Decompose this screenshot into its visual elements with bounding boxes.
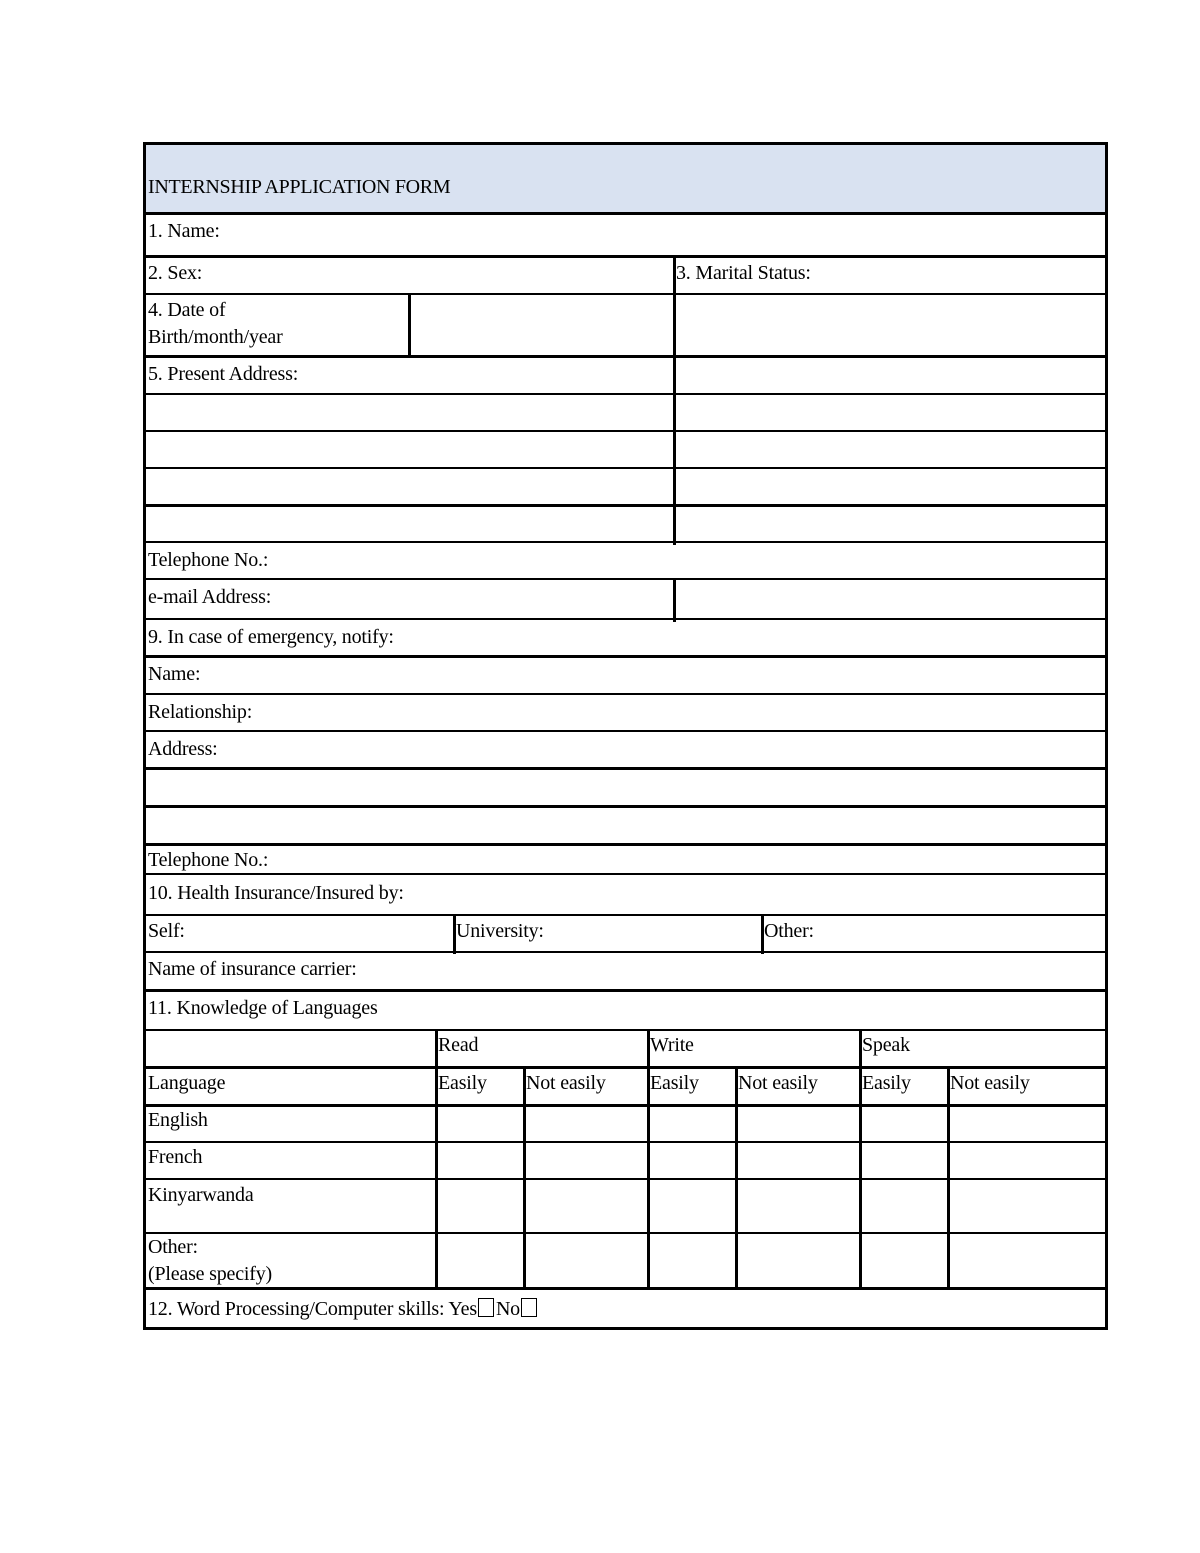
emergency-name-label: Name:	[148, 663, 201, 685]
write-easily-header: Easily	[650, 1072, 699, 1094]
other-label: Other:	[764, 920, 814, 942]
speak-easily-header: Easily	[862, 1072, 911, 1094]
language-column-header: Language	[148, 1072, 226, 1094]
emergency-telephone-label: Telephone No.:	[148, 849, 269, 871]
name-label: 1. Name:	[148, 220, 220, 242]
university-label: University:	[456, 920, 544, 942]
present-address-label: 5. Present Address:	[148, 363, 299, 385]
emergency-label: 9. In case of emergency, notify:	[148, 626, 394, 648]
computer-skills-label: 12. Word Processing/Computer skills: Yes	[148, 1298, 477, 1320]
insurance-label: 10. Health Insurance/Insured by:	[148, 882, 404, 904]
address-label: Address:	[148, 738, 218, 760]
email-label: e-mail Address:	[148, 586, 272, 608]
yes-checkbox[interactable]	[478, 1298, 494, 1317]
no-checkbox[interactable]	[521, 1298, 537, 1317]
write-not-easily-header: Not easily	[738, 1072, 818, 1094]
internship-application-form	[143, 142, 1108, 1330]
other-language-line2: (Please specify)	[148, 1263, 272, 1285]
speak-not-easily-header: Not easily	[950, 1072, 1030, 1094]
read-easily-header: Easily	[438, 1072, 487, 1094]
read-not-easily-header: Not easily	[526, 1072, 606, 1094]
speak-header: Speak	[862, 1034, 910, 1056]
languages-label: 11. Knowledge of Languages	[148, 997, 378, 1019]
other-language-line1: Other:	[148, 1236, 198, 1258]
language-french: French	[148, 1146, 203, 1168]
language-english: English	[148, 1109, 208, 1131]
dob-label-line1: 4. Date of	[148, 299, 226, 321]
language-kinyarwanda: Kinyarwanda	[148, 1184, 254, 1206]
sex-label: 2. Sex:	[148, 262, 203, 284]
relationship-label: Relationship:	[148, 701, 253, 723]
marital-status-label: 3. Marital Status:	[676, 262, 811, 284]
no-label: No	[495, 1298, 520, 1320]
insurance-carrier-label: Name of insurance carrier:	[148, 958, 357, 980]
computer-skills-row	[146, 1296, 539, 1322]
telephone-label: Telephone No.:	[148, 549, 269, 571]
dob-label-line2: Birth/month/year	[148, 326, 283, 348]
write-header: Write	[650, 1034, 694, 1056]
form-title: INTERNSHIP APPLICATION FORM	[148, 176, 451, 198]
self-label: Self:	[148, 920, 185, 942]
read-header: Read	[438, 1034, 479, 1056]
